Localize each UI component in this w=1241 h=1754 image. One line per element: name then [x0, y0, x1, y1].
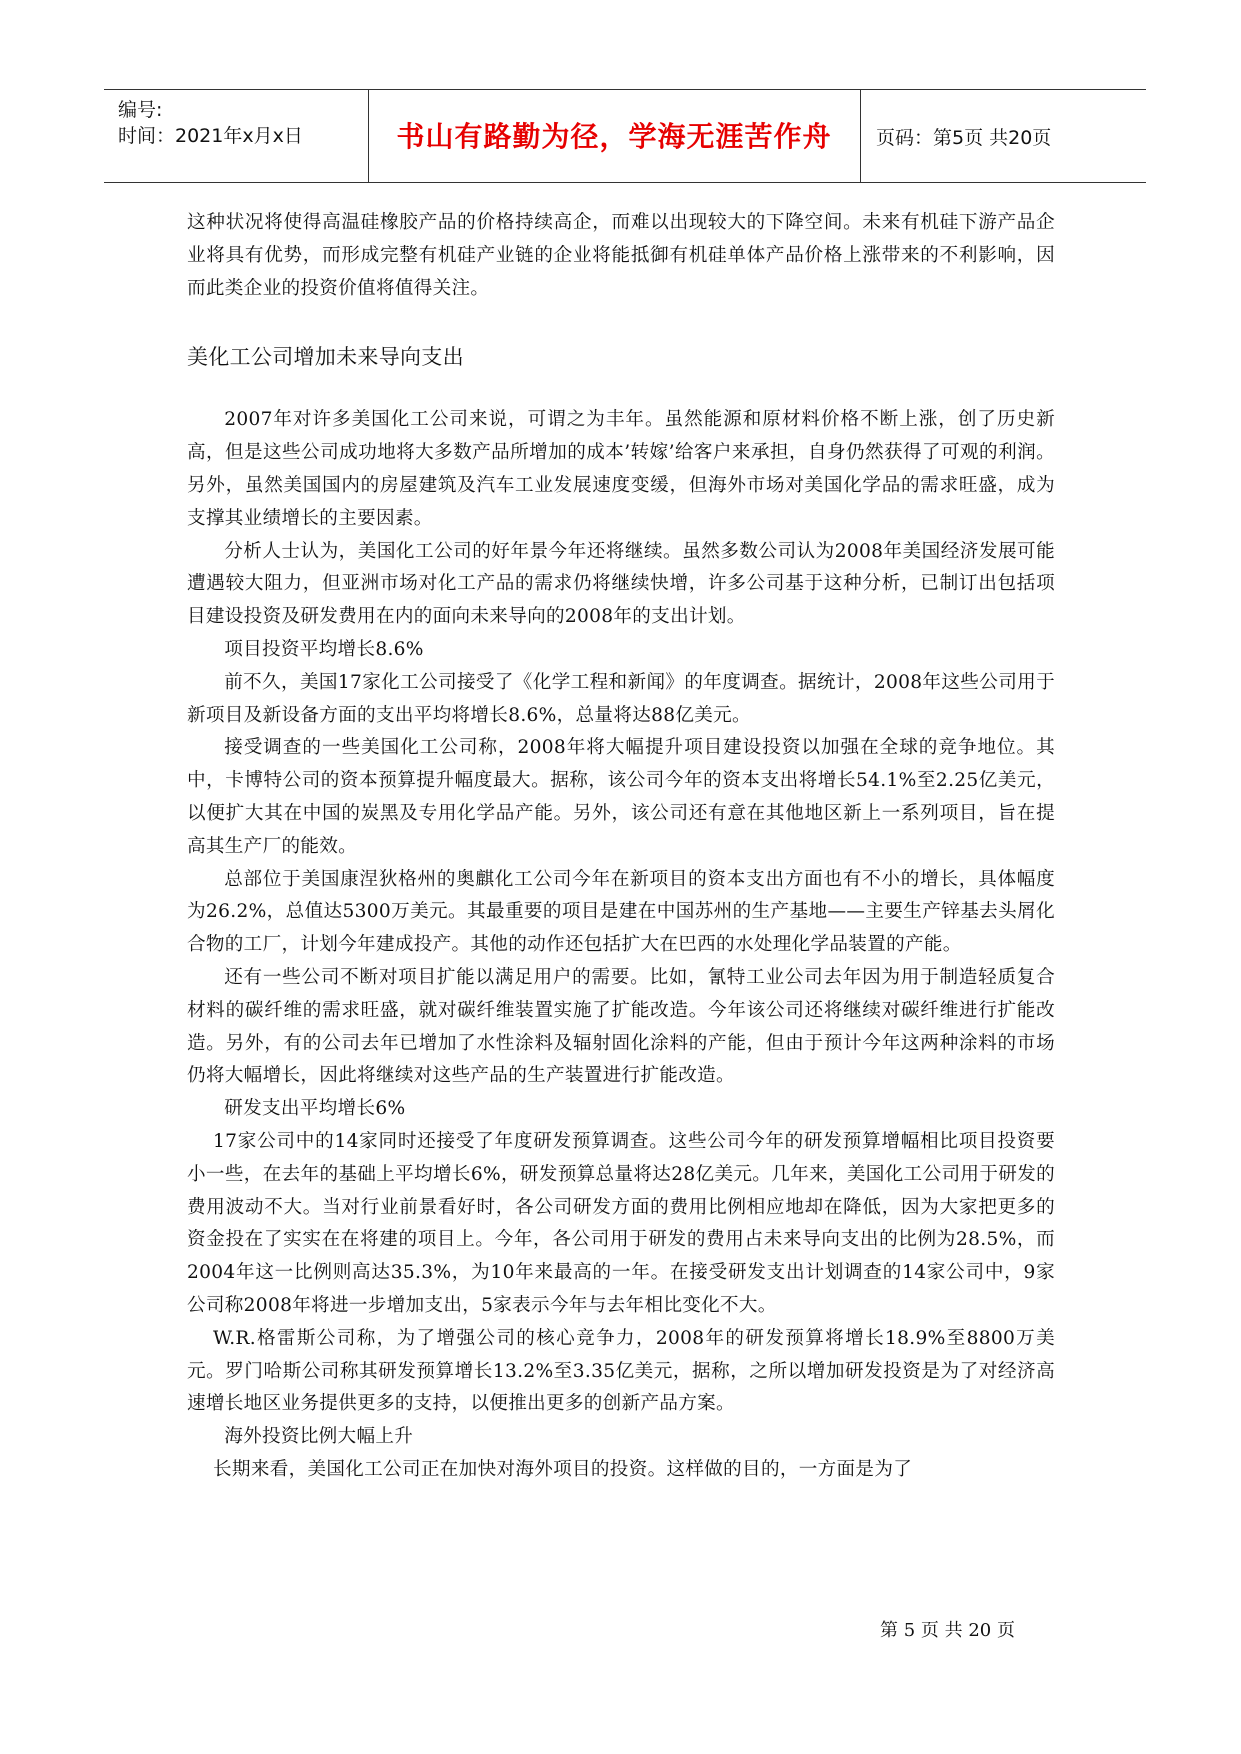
header-motto: 书山有路勤为径，学海无涯苦作舟 [396, 120, 832, 153]
section-subheading: 项目投资平均增长8.6% [224, 638, 424, 660]
paragraph: 还有一些公司不断对项目扩能以满足用户的需要。比如，氰特工业公司去年因为用于制造轻质复合材料的碳纤维的需求旺盛，就对碳纤维装置实施了扩能改造。今年该公司还将继续对碳纤维进行扩能改造。另外，有的公司去年已增加了水性涂料及辐射固化涂料的产能，但由于预计今年这两种涂料的市场仍将大幅增长，因此将继续对这些产品的生产装置进行扩能改造。 [187, 966, 1055, 1087]
header-motto-cell [368, 90, 861, 182]
paragraph: 总部位于美国康涅狄格州的奥麒化工公司今年在新项目的资本支出方面也有不小的增长，具体幅度为26.2%，总值达5300万美元。其最重要的项目是建在中国苏州的生产基地——主要生产锌基去头屑化合物的工厂，计划今年建成投产。其他的动作还包括扩大在巴西的水处理化学品装置的产能。 [187, 868, 1055, 956]
paragraph: 2007年对许多美国化工公司来说，可谓之为丰年。虽然能源和原材料价格不断上涨，创了历史新高，但是这些公司成功地将大多数产品所增加的成本’转嫁’给客户来承担，自身仍然获得了可观的利润。另外，虽然美国国内的房屋建筑及汽车工业发展速度变缓，但海外市场对美国化学品的需求旺盛，成为支撑其业绩增长的主要因素。 [187, 409, 1055, 529]
paragraph: 前不久，美国17家化工公司接受了《化学工程和新闻》的年度调查。据统计，2008年这些公司用于新项目及新设备方面的支出平均将增长8.6%，总量将达88亿美元。 [187, 671, 1055, 726]
document-body [187, 207, 1055, 1487]
paragraph: W.R.格雷斯公司称，为了增强公司的核心竞争力，2008年的研发预算将增长18.9%至8800万美元。罗门哈斯公司称其研发预算增长13.2%至3.35亿美元，据称，之所以增加研发投资是为了对经济高速增长地区业务提供更多的支持，以便推出更多的创新产品方案。 [187, 1327, 1055, 1415]
header-left-cell [104, 90, 369, 182]
paragraph: 长期来看，美国化工公司正在加快对海外项目的投资。这样做的目的，一方面是为了 [213, 1458, 913, 1480]
document-time-label: 时间：2021年x月x日 [118, 125, 303, 147]
header-page-info: 页码：第5页 共20页 [876, 127, 1052, 149]
document-number-label: 编号: [118, 99, 163, 121]
section-subheading: 研发支出平均增长6% [224, 1098, 406, 1120]
header-page-cell [860, 90, 1146, 182]
article-title: 美化工公司增加未来导向支出 [187, 345, 464, 370]
intro-paragraph: 这种状况将使得高温硅橡胶产品的价格持续高企，而难以出现较大的下降空间。未来有机硅下游产品企业将具有优势，而形成完整有机硅产业链的企业将能抵御有机硅单体产品价格上涨带来的不利影响，因而此类企业的投资价值将值得关注。 [187, 212, 1055, 299]
section-subheading: 海外投资比例大幅上升 [224, 1426, 414, 1448]
paragraph: 17家公司中的14家同时还接受了年度研发预算调查。这些公司今年的研发预算增幅相比项目投资要小一些，在去年的基础上平均增长6%，研发预算总量将达28亿美元。几年来，美国化工公司用于研发的费用波动不大。当对行业前景看好时，各公司研发方面的费用比例相应地却在降低，因为大家把更多的资金投在了实实在在将建的项目上。今年，各公司用于研发的费用占未来导向支出的比例为28.5%，而2004年这一比例则高达35.3%，为10年来最高的一年。在接受研发支出计划调查的14家公司中，9家公司称2008年将进一步增加支出，5家表示今年与去年相比变化不大。 [187, 1130, 1055, 1316]
page-footer: 第 5 页 共 20 页 [880, 1620, 1015, 1641]
page-header [104, 89, 1146, 183]
paragraph: 接受调查的一些美国化工公司称，2008年将大幅提升项目建设投资以加强在全球的竞争地位。其中，卡博特公司的资本预算提升幅度最大。据称，该公司今年的资本支出将增长54.1%至2.25亿美元，以便扩大其在中国的炭黑及专用化学品产能。另外，该公司还有意在其他地区新上一系列项目，旨在提高其生产厂的能效。 [187, 737, 1055, 857]
paragraph: 分析人士认为，美国化工公司的好年景今年还将继续。虽然多数公司认为2008年美国经济发展可能遭遇较大阻力，但亚洲市场对化工产品的需求仍将继续快增，许多公司基于这种分析，已制订出包括项目建设投资及研发费用在内的面向未来导向的2008年的支出计划。 [187, 540, 1055, 628]
